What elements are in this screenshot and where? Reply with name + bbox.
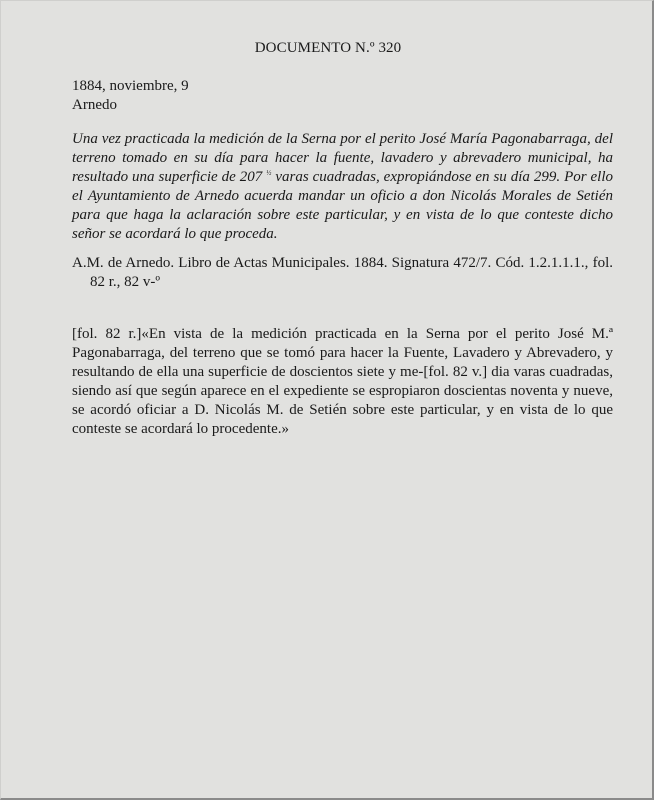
source-citation (72, 254, 613, 292)
summary-text-part2: varas cuadradas, expropiándose en su día 299. Por ello el Ayuntamiento de Arnedo acuerda mandar un oficio a don Nicolás Morales de Setién para que haga la aclaración sobre este particular, y en vista de lo que conteste dicho señor se acordará lo que proceda. (72, 169, 614, 242)
source-text-part1: A.M. de Arnedo. Libro de Actas Municipales. 1884. Signatura 472/7. Cód. 1.2.1.1.1., fol. (72, 255, 613, 271)
document-summary (72, 130, 613, 244)
document-date: 1884, noviembre, 9 (72, 78, 189, 94)
document-place: Arnedo (72, 97, 117, 113)
transcription-text: [fol. 82 r.]«En vista de la medición practicada en la Serna por el perito José M.ª Pagonabarraga, del terreno que se tomó para hacer la Fuente, Lavadero y Abrevadero, y resultando de ella una superficie de doscientos siete y me-[fol. 82 v.] dia varas cuadradas, siendo así que según aparece en el expediente se espropiaron doscientas noventa y nueve, se acordó oficiar a D. Nicolás M. de Setién sobre este particular, y en vista de lo que conteste se acordará lo procedente.» (72, 326, 613, 437)
document-header (72, 77, 189, 115)
source-text-part2: 82 r., 82 v-º (90, 274, 161, 290)
summary-text-part1: Una vez practicada la medición de la Serna por el perito José María Pagonabarraga, del terreno tomado en su día para hacer la fuente, lavadero y abrevadero municipal, ha resultado una superficie de 207 (72, 131, 613, 185)
summary-fraction: ½ (266, 169, 272, 177)
document-title: DOCUMENTO N.º 320 (254, 40, 402, 56)
